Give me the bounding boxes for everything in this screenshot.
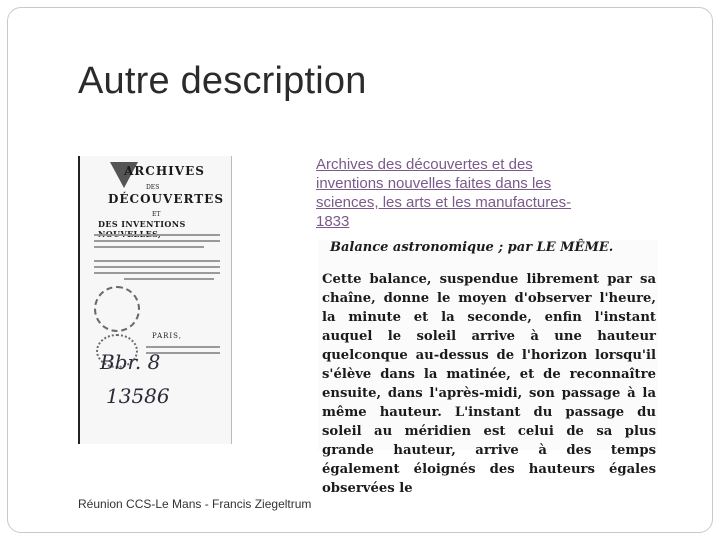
cover-title-inventions: DES INVENTIONS	[98, 219, 186, 229]
handwritten-shelfmark: Bbr. 8	[100, 350, 161, 374]
source-link[interactable]: Archives des découvertes et des inventions nouvelles faites dans les sciences, les arts et les manufactures-1833	[316, 155, 586, 231]
cover-text-line	[94, 234, 220, 236]
cover-text-line	[146, 346, 220, 348]
article-body: Cette balance, suspendue librement par sa chaîne, donne le moyen d'observer l'heure, la minute et la seconde, enfin l'instant auquel le soleil arrive à une hauteur quelconque au-dessus de l'horizon lorsqu'il s'élève dans la matinée, et de reconnaître ensuite, dans l'après-midi, son passage à la même hauteur. L'instant du passage du soleil au méridien est celui de sa plus grande hauteur, arrive à des temps également éloignés des hauteurs égales observées le	[322, 272, 656, 496]
cover-text-line	[94, 272, 220, 274]
slide-title: Autre description	[78, 60, 367, 102]
handwritten-number: 13586	[106, 384, 170, 408]
cover-title-des: DES	[146, 184, 160, 191]
library-seal-icon	[94, 286, 140, 332]
cover-text-line	[94, 266, 220, 268]
article-scan	[318, 240, 658, 496]
cover-title-et: ET	[152, 211, 161, 218]
cover-title-archives: ARCHIVES	[124, 164, 205, 178]
cover-title-decouvertes: DÉCOUVERTES	[108, 192, 224, 206]
cover-text-line	[124, 278, 214, 280]
cover-text-line	[94, 246, 204, 248]
cover-city: PARIS,	[152, 332, 182, 340]
cover-text-line	[94, 240, 220, 242]
slide-footer: Réunion CCS-Le Mans - Francis Ziegeltrum	[78, 497, 312, 511]
cover-text-line	[94, 260, 220, 262]
article-heading: Balance astronomique ; par LE MÊME.	[330, 240, 614, 255]
book-cover-scan	[78, 156, 232, 444]
